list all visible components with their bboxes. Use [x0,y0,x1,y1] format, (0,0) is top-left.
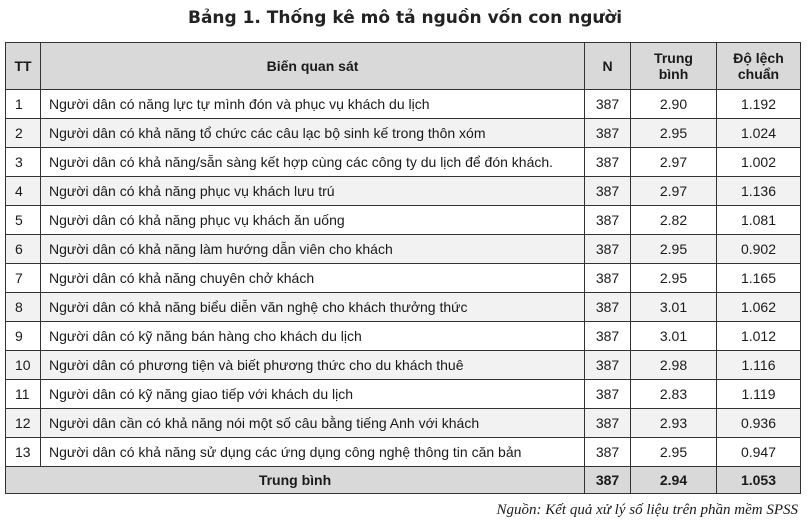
row-mean: 2.82 [631,206,717,235]
total-label: Trung bình [6,467,585,494]
header-variable: Biến quan sát [41,43,585,90]
row-sd: 1.024 [717,119,801,148]
row-variable: Người dân cần có khả năng nói một số câu bằng tiếng Anh với khách [41,409,585,438]
row-sd: 1.192 [717,90,801,119]
row-mean: 2.95 [631,264,717,293]
header-mean-line2: bình [658,66,689,82]
row-mean: 2.83 [631,380,717,409]
header-sd-line1: Độ lệch [733,50,784,66]
row-tt: 5 [6,206,41,235]
row-n: 387 [585,148,631,177]
row-sd: 1.165 [717,264,801,293]
table-row [6,206,801,235]
row-tt: 8 [6,293,41,322]
row-mean: 2.95 [631,235,717,264]
row-variable: Người dân có khả năng chuyên chở khách [41,264,585,293]
total-sd: 1.053 [717,467,801,494]
row-sd: 0.902 [717,235,801,264]
row-mean: 2.98 [631,351,717,380]
header-sd [717,43,801,90]
row-tt: 2 [6,119,41,148]
header-row [6,43,801,90]
row-variable: Người dân có khả năng/sẵn sàng kết hợp cùng các công ty du lịch để đón khách. [41,148,585,177]
row-sd: 0.947 [717,438,801,467]
row-variable: Người dân có khả năng sử dụng các ứng dụng công nghệ thông tin căn bản [41,438,585,467]
row-variable: Người dân có kỹ năng bán hàng cho khách du lịch [41,322,585,351]
table-row [6,438,801,467]
row-tt: 3 [6,148,41,177]
header-mean-line1: Trung [654,50,693,66]
table-row [6,264,801,293]
row-n: 387 [585,119,631,148]
row-sd: 1.116 [717,351,801,380]
row-n: 387 [585,206,631,235]
row-mean: 3.01 [631,322,717,351]
row-n: 387 [585,380,631,409]
table-title: Bảng 1. Thống kê mô tả nguồn vốn con người [187,8,623,28]
table-row [6,322,801,351]
row-variable: Người dân có khả năng làm hướng dẫn viên cho khách [41,235,585,264]
header-tt: TT [6,43,41,90]
row-n: 387 [585,264,631,293]
row-sd: 1.012 [717,322,801,351]
row-mean: 2.95 [631,438,717,467]
header-n: N [585,43,631,90]
table-row [6,409,801,438]
row-mean: 2.95 [631,119,717,148]
row-variable: Người dân có khả năng phục vụ khách lưu trú [41,177,585,206]
total-mean: 2.94 [631,467,717,494]
row-mean: 3.01 [631,293,717,322]
row-sd: 1.002 [717,148,801,177]
table-row [6,148,801,177]
row-variable: Người dân có khả năng tổ chức các câu lạc bộ sinh kế trong thôn xóm [41,119,585,148]
table-row [6,177,801,206]
row-tt: 12 [6,409,41,438]
table-row [6,351,801,380]
row-tt: 10 [6,351,41,380]
row-n: 387 [585,409,631,438]
table-body [6,90,801,467]
row-sd: 1.119 [717,380,801,409]
table-row [6,293,801,322]
row-mean: 2.93 [631,409,717,438]
row-tt: 13 [6,438,41,467]
row-n: 387 [585,438,631,467]
row-variable: Người dân có khả năng phục vụ khách ăn uống [41,206,585,235]
source-note: Nguồn: Kết quả xử lý số liệu trên phần mềm SPSS [496,502,798,518]
row-sd: 0.936 [717,409,801,438]
row-variable: Người dân có phương tiện và biết phương thức cho du khách thuê [41,351,585,380]
table-row [6,119,801,148]
row-n: 387 [585,351,631,380]
row-n: 387 [585,90,631,119]
row-n: 387 [585,322,631,351]
total-n: 387 [585,467,631,494]
row-mean: 2.90 [631,90,717,119]
statistics-table [5,42,801,494]
row-sd: 1.062 [717,293,801,322]
row-mean: 2.97 [631,177,717,206]
row-tt: 4 [6,177,41,206]
row-sd: 1.081 [717,206,801,235]
row-variable: Người dân có năng lực tự mình đón và phục vụ khách du lịch [41,90,585,119]
row-tt: 9 [6,322,41,351]
table-row [6,380,801,409]
row-variable: Người dân có kỹ năng giao tiếp với khách du lịch [41,380,585,409]
row-sd: 1.136 [717,177,801,206]
table-row [6,90,801,119]
row-tt: 7 [6,264,41,293]
row-tt: 6 [6,235,41,264]
row-tt: 11 [6,380,41,409]
row-n: 387 [585,293,631,322]
row-n: 387 [585,235,631,264]
total-row [6,467,801,494]
header-mean [631,43,717,90]
table-row [6,235,801,264]
header-sd-line2: chuẩn [737,66,780,82]
row-tt: 1 [6,90,41,119]
row-variable: Người dân có khả năng biểu diễn văn nghệ cho khách thưởng thức [41,293,585,322]
row-mean: 2.97 [631,148,717,177]
row-n: 387 [585,177,631,206]
